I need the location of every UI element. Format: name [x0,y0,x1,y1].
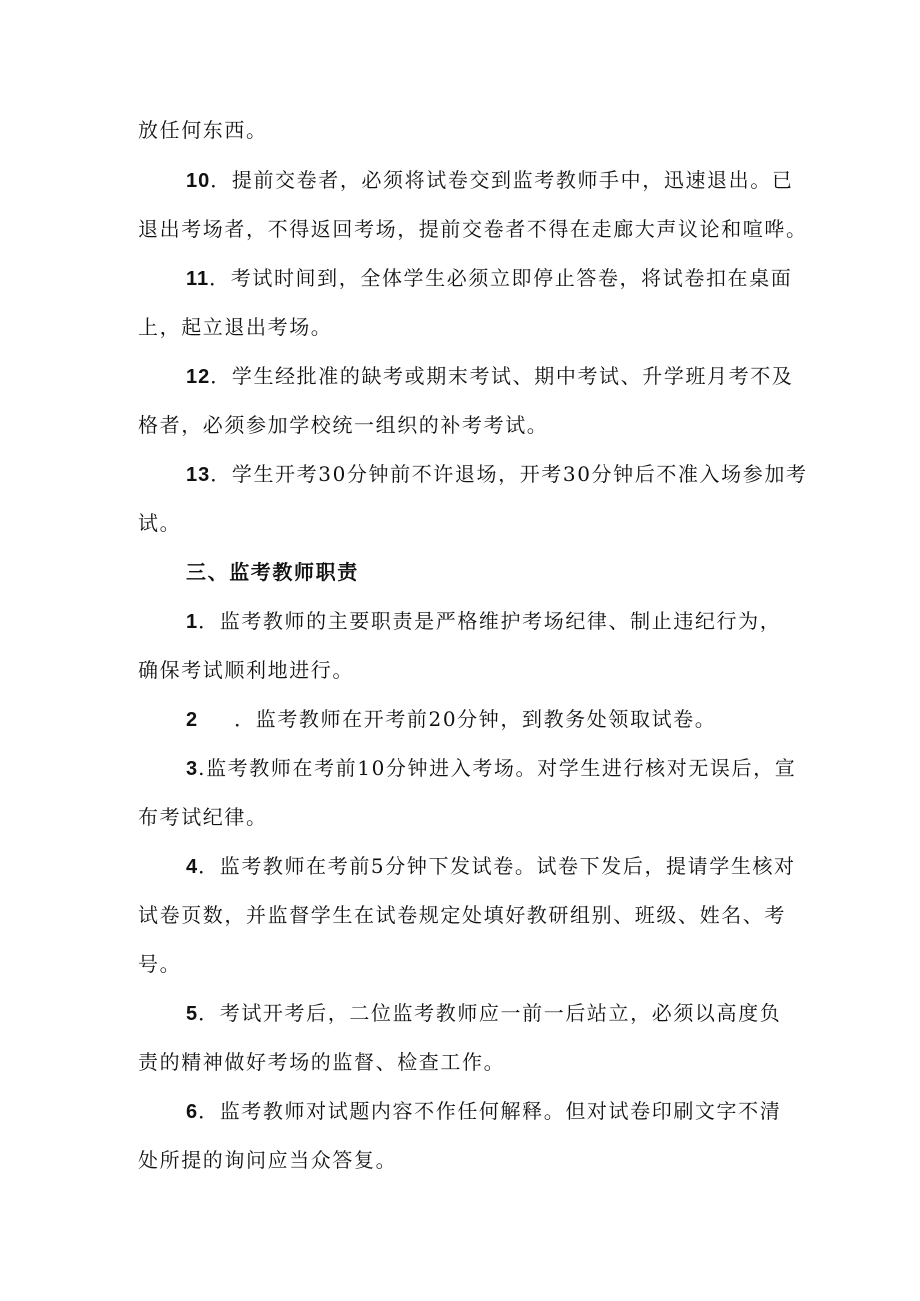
list-item-11 [186,264,792,293]
text-line [138,1146,397,1174]
text-line [138,509,181,537]
text-line [138,656,354,684]
line-text: 格者，必须参加学校统一组织的补考考试。 [138,413,549,437]
list-item-5 [186,999,781,1028]
line-text: 号。 [138,952,182,976]
line-text: ．考试时间到，全体学生必须立即停止答卷，将试卷扣在桌面 [209,266,793,290]
line-text: 试。 [138,511,182,535]
item-number: 11 [186,268,210,290]
line-text: ．提前交卷者，必须将试卷交到监考教师手中，迅速退出。已 [210,168,794,192]
text-line [138,411,548,439]
line-text: ．考试开考后，二位监考教师应一前一后站立，必须以高度负 [198,1001,782,1025]
text-line [138,803,268,831]
section-heading [186,558,359,586]
line-text: ．监考教师对试题内容不作任何解释。但对试卷印刷文字不清 [198,1099,782,1123]
list-item-6 [186,1097,781,1126]
line-text: .监考教师在考前10分钟进入考场。对学生进行核对无误后，宣 [198,756,797,780]
line-text: 确保考试顺利地进行。 [138,658,354,682]
line-text: 责的精神做好考场的监督、检查工作。 [138,1050,506,1074]
text-line [138,901,786,929]
text-line [138,1048,505,1076]
text-line [138,950,181,978]
item-number: 13 [186,464,211,486]
line-text: ．监考教师在开考前20分钟，到教务处领取试卷。 [234,707,717,731]
item-number: 1 [186,611,199,633]
list-item-12 [186,362,793,391]
list-item-1 [186,607,781,636]
item-number: 4 [186,856,199,878]
list-item-3 [186,754,796,783]
item-number: 12 [186,366,211,388]
text-line [138,313,332,341]
item-number: 3 [186,758,199,780]
item-number: 6 [186,1101,199,1123]
line-text: ．监考教师的主要职责是严格维护考场纪律、制止违纪行为， [198,609,782,633]
line-text: 布考试纪律。 [138,805,268,829]
line-text: 试卷页数，并监督学生在试卷规定处填好教研组别、班级、姓名、考 [138,903,786,927]
list-item-10 [186,166,793,195]
text-line [138,116,268,144]
item-number: 2 [186,709,199,731]
heading-text: 三、监考教师职责 [186,560,359,584]
text-line [138,215,808,243]
line-text: 处所提的询问应当众答复。 [138,1148,398,1172]
line-text: ．学生开考30分钟前不许退场，开考30分钟后不准入场参加考 [210,462,808,486]
line-text: ．学生经批准的缺考或期末考试、期中考试、升学班月考不及 [210,364,794,388]
line-text: 上，起立退出考场。 [138,315,333,339]
list-item-13 [186,460,808,489]
line-text: 退出考场者，不得返回考场，提前交卷者不得在走廊大声议论和喧哗。 [138,217,808,241]
line-text: ．监考教师在考前5分钟下发试卷。试卷下发后，提请学生核对 [198,854,796,878]
list-item-4 [186,852,796,881]
line-text: 放任何东西。 [138,118,268,142]
item-number: 5 [186,1003,199,1025]
list-item-2 [186,705,716,734]
item-number: 10 [186,170,211,192]
